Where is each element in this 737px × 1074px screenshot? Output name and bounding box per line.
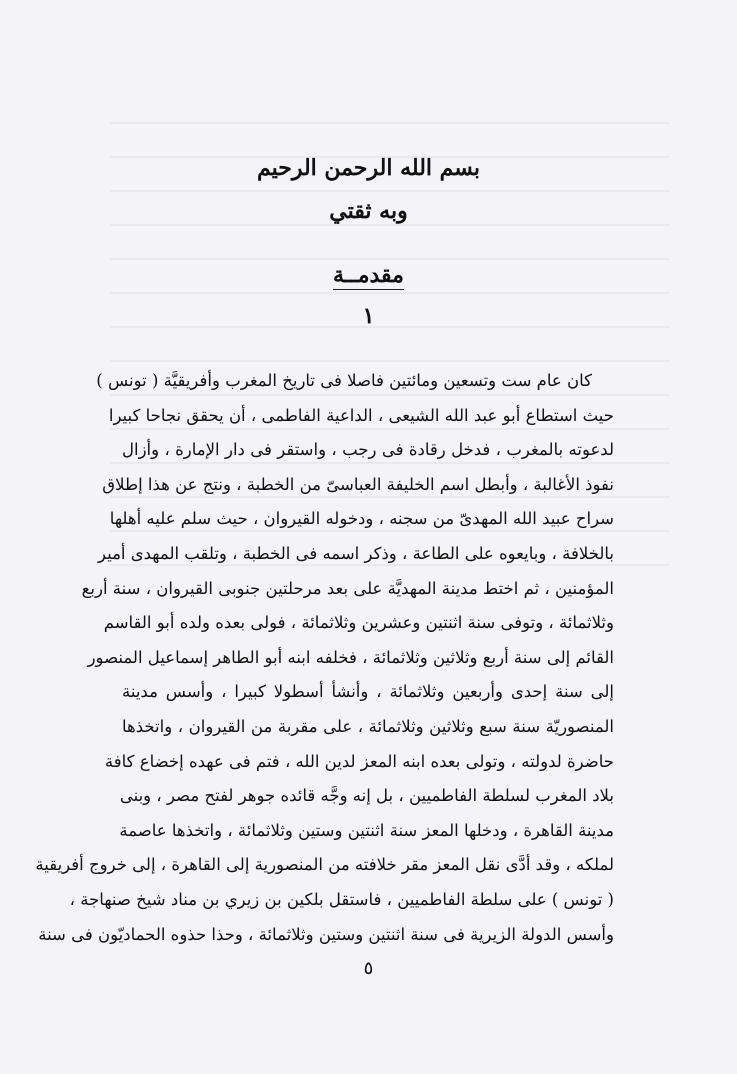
text-line: نفوذ الأغالبة ، وأبطل اسم الخليفة العباسىّ من الخطبة ، ونتج عن هذا إطلاق [102, 474, 614, 494]
text-line: وثلاثمائة ، وتوفى سنة اثنتين وعشرين وثلاثمائة ، فولى بعده ولده أبو القاسم [103, 613, 614, 633]
text-line: المؤمنين ، ثم اختط مدينة المهديَّة على بعد مرحلتين جنوبى القيروان ، سنة أربع [81, 578, 614, 598]
text-line: وأسس الدولة الزيرية فى سنة اثنتين وستين وثلاثمائة ، وحذا حذوه الحماديّون فى سنة [38, 924, 614, 944]
section-title [0, 262, 737, 290]
section-title-text: مقدمــة [333, 262, 404, 288]
text-line: ( تونس ) على سلطة الفاطميين ، فاستقل بلكين بن زيري بن مناد شيخ صنهاجة ، [69, 889, 614, 909]
text-line: مدينة القاهرة ، ودخلها المعز سنة اثنتين وستين وثلاثمائة ، واتخذها عاصمة [119, 820, 614, 840]
text-line: القائم إلى سنة أربع وثلاثين وثلاثمائة ، فخلفه ابنه أبو الطاهر إسماعيل المنصور [87, 647, 614, 667]
body-paragraph [35, 364, 614, 952]
basmala-heading: بسم الله الرحمن الرحيم [256, 155, 481, 181]
text-line: إلى سنة إحدى وأربعين وثلاثمائة ، وأنشأ أسطولا كبيرا ، وأسس مدينة [122, 682, 614, 702]
page-number: ٥ [363, 958, 374, 979]
text-line: بالخلافة ، وبايعوه على الطاعة ، وذكر اسمه فى الخطبة ، وتلقب المهدى أمير [97, 543, 614, 563]
text-line: بلاد المغرب لسلطة الفاطميين ، بل إنه وجَّه قائده جوهر لفتح مصر ، وبنى [119, 786, 614, 806]
text-line: كان عام ست وتسعين ومائتين فاصلا فى تاريخ المغرب وأفريقيَّة ( تونس ) [96, 371, 592, 390]
text-line: المنصوريّة سنة سبع وثلاثين وثلاثمائة ، على مقربة من القيروان ، واتخذها [122, 716, 614, 736]
section-number: ١ [362, 303, 375, 329]
text-line: سراح عبيد الله المهدىّ من سجنه ، ودخوله القيروان ، حيث سلم عليه أهلها [109, 509, 614, 529]
text-line: حاضرة لدولته ، وتولى بعده ابنه المعز لدين الله ، فتم فى عهده إخضاع كافة [104, 751, 614, 771]
text-line: حيث استطاع أبو عبد الله الشيعى ، الداعية الفاطمى ، أن يحقق نجاحا كبيرا [108, 405, 614, 425]
tawakkul-heading: وبه ثقتي [329, 198, 408, 224]
text-line: لملكه ، وقد أدَّى نقل المعز مقر خلافته من المنصورية إلى القاهرة ، إلى خروج أفريقية [35, 855, 614, 875]
text-line: لدعوته بالمغرب ، فدخل رقادة فى رجب ، واستقر فى دار الإمارة ، وأزال [122, 440, 614, 460]
